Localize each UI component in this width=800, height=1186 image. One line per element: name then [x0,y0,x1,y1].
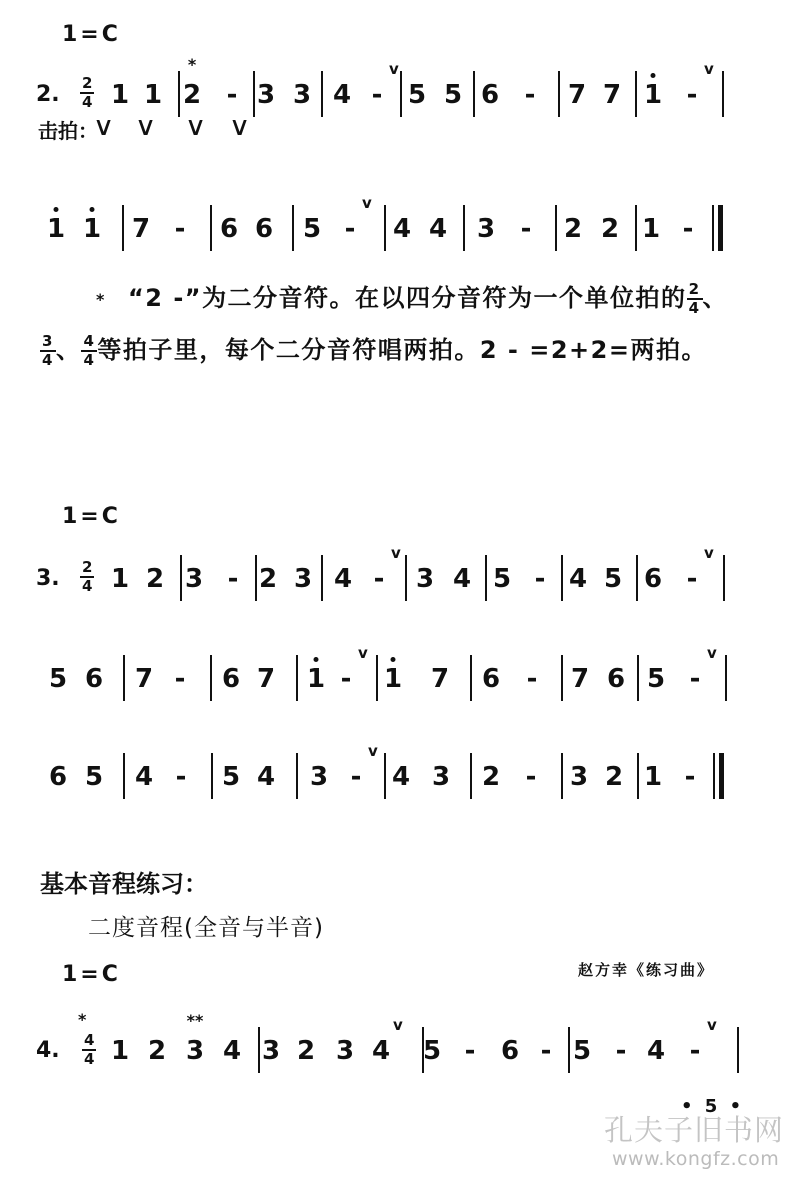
note: 1 [82,214,102,244]
time-signature-denominator: 4 [82,577,93,595]
fraction-numerator: 2 [688,280,701,298]
barline [210,655,212,701]
beat-mark: ∨ [134,112,157,142]
note: 1 [383,664,403,694]
breath-mark: v [707,1016,717,1034]
dash: - [373,564,385,594]
note: 1 [143,80,163,110]
note: 6 [254,214,274,244]
note: 4 [391,762,411,792]
page-number: • 5 • [681,1096,745,1117]
dash: - [174,664,186,694]
note: 3 [184,564,204,594]
time-signature [82,1033,96,1067]
barline [725,655,727,701]
source-credit: 赵方幸《练习曲》 [578,961,715,979]
dash: - [520,214,532,244]
dash: - [686,564,698,594]
note: 6 [643,564,663,594]
note: 7 [570,664,590,694]
note: 3 [335,1036,355,1066]
asterisk-mark: ** [186,1011,204,1030]
note: 4 [371,1036,391,1066]
subsection-title: 二度音程(全音与半音) [88,915,324,941]
note: 1 [110,80,130,110]
note: 7 [131,214,151,244]
breath-mark: v [358,644,368,662]
time-signature [80,560,94,594]
dash: - [615,1036,627,1066]
dash: - [689,1036,701,1066]
barline [561,753,563,799]
dash: - [350,762,362,792]
inline-fraction [40,334,56,368]
note: 2 [481,762,501,792]
dash: - [175,762,187,792]
dash: - [526,664,538,694]
barline [296,753,298,799]
barline [470,753,472,799]
dash: - [534,564,546,594]
note: 4 [332,80,352,110]
barline [122,205,124,251]
time-signature-numerator: 2 [82,74,93,92]
barline [737,1027,739,1073]
note: 3 [261,1036,281,1066]
dash: - [174,214,186,244]
dash: - [682,214,694,244]
note: 1 [641,214,661,244]
note: 4 [428,214,448,244]
note: 2 [296,1036,316,1066]
watermark-name: 孔夫子旧书网 [604,1113,785,1147]
dash: - [371,80,383,110]
barline [637,753,639,799]
note: 4 [256,762,276,792]
barline [555,205,557,251]
barline [180,555,182,601]
final-barline [712,205,714,251]
barline [178,71,180,117]
note: 4 [333,564,353,594]
inline-fraction [81,334,97,368]
breath-mark: v [362,194,372,212]
footnote-text: 等拍子里，每个二分音符唱两拍。2 - =2+2=两拍。 [97,336,707,364]
note: 4 [452,564,472,594]
note: 2 [147,1036,167,1066]
note: 3 [569,762,589,792]
barline [635,205,637,251]
note: 2 [604,762,624,792]
key-signature: 1=C [62,504,121,529]
time-signature [80,76,94,110]
note: 5 [302,214,322,244]
note: 5 [84,762,104,792]
footnote-punctuation: 、 [55,336,82,364]
dash: - [525,762,537,792]
barline [637,655,639,701]
breath-mark: v [704,544,714,562]
fraction-numerator: 3 [42,332,54,350]
breath-mark: v [393,1016,403,1034]
note: 2 [258,564,278,594]
footnote-text: “2 -”为二分音符。在以四分音符为一个单位拍的 [128,284,687,312]
barline [258,1027,260,1073]
note: 4 [392,214,412,244]
asterisk-mark: * [78,1010,87,1029]
note: 1 [306,664,326,694]
note: 6 [221,664,241,694]
note: 2 [600,214,620,244]
note: 6 [480,80,500,110]
note: 6 [219,214,239,244]
dash: - [686,80,698,110]
octave-dot [314,657,319,662]
barline [635,71,637,117]
key-signature: 1=C [62,962,121,987]
beat-label: 击拍： [38,119,98,143]
note: 3 [256,80,276,110]
exercise-number: 2. [36,82,60,107]
note: 2 [182,80,202,110]
note: 6 [48,762,68,792]
barline [473,71,475,117]
note: 3 [293,564,313,594]
note: 1 [643,762,663,792]
barline [463,205,465,251]
exercise-number: 4. [36,1038,60,1063]
barline [561,555,563,601]
note: 7 [602,80,622,110]
dash: - [227,564,239,594]
barline [561,655,563,701]
barline [210,205,212,251]
dash: - [340,664,352,694]
fraction-denominator: 4 [83,351,96,369]
footnote-punctuation: 、 [702,284,728,312]
fraction-numerator: 4 [83,332,96,350]
breath-mark: v [704,60,714,78]
note: 3 [415,564,435,594]
note: 4 [222,1036,242,1066]
barline [321,71,323,117]
barline [405,555,407,601]
note: 1 [110,564,130,594]
note: 4 [134,762,154,792]
note: 6 [84,664,104,694]
octave-dot [54,207,59,212]
barline [485,555,487,601]
barline [722,71,724,117]
note: 2 [145,564,165,594]
note: 5 [221,762,241,792]
dash: - [689,664,701,694]
breath-mark: v [368,742,378,760]
note: 5 [422,1036,442,1066]
note: 5 [603,564,623,594]
note: 7 [134,664,154,694]
note: 6 [606,664,626,694]
barline [470,655,472,701]
dash: - [524,80,536,110]
section-title: 基本音程练习： [40,870,208,898]
note: 5 [646,664,666,694]
barline [292,205,294,251]
note: 7 [567,80,587,110]
note: 5 [443,80,463,110]
beat-mark: ∨ [184,112,207,142]
breath-mark: v [389,60,399,78]
dash: - [540,1036,552,1066]
octave-dot [90,207,95,212]
note: 3 [185,1036,205,1066]
dash: - [684,762,696,792]
note: 3 [476,214,496,244]
barline [558,71,560,117]
barline [123,655,125,701]
barline [321,555,323,601]
footnote-marker: * [96,290,105,309]
note: 3 [292,80,312,110]
note: 2 [563,214,583,244]
barline [211,753,213,799]
note: 5 [48,664,68,694]
time-signature-numerator: 2 [82,558,93,576]
barline [384,753,386,799]
barline [384,205,386,251]
dash: - [226,80,238,110]
inline-fraction [687,282,703,316]
barline [296,655,298,701]
barline [255,555,257,601]
note: 4 [646,1036,666,1066]
note: 6 [481,664,501,694]
note: 3 [431,762,451,792]
time-signature-numerator: 4 [84,1031,95,1049]
note: 5 [572,1036,592,1066]
watermark-url: www.kongfz.com [612,1148,780,1170]
exercise-number: 3. [36,566,60,591]
note: 1 [110,1036,130,1066]
dash: - [464,1036,476,1066]
time-signature-denominator: 4 [84,1050,95,1068]
barline [723,555,725,601]
key-signature: 1=C [62,22,121,47]
dash: - [344,214,356,244]
barline [400,71,402,117]
final-barline [713,753,715,799]
barline [253,71,255,117]
barline [568,1027,570,1073]
note: 6 [500,1036,520,1066]
breath-mark: v [391,544,401,562]
fraction-denominator: 4 [42,351,54,369]
note: 4 [568,564,588,594]
note: 5 [492,564,512,594]
note: 1 [46,214,66,244]
note: 3 [309,762,329,792]
octave-dot [651,73,656,78]
note: 1 [643,80,663,110]
beat-mark: ∨ [228,112,251,142]
footnote-line-1 [128,281,728,316]
footnote-line-2 [40,333,707,368]
fraction-denominator: 4 [688,299,701,317]
barline [376,655,378,701]
barline [123,753,125,799]
breath-mark: v [707,644,717,662]
note: 5 [407,80,427,110]
note: 7 [256,664,276,694]
beat-mark: ∨ [92,112,115,142]
barline [636,555,638,601]
note: 7 [430,664,450,694]
octave-dot [391,657,396,662]
time-signature-denominator: 4 [82,93,93,111]
asterisk-mark: * [187,55,197,74]
